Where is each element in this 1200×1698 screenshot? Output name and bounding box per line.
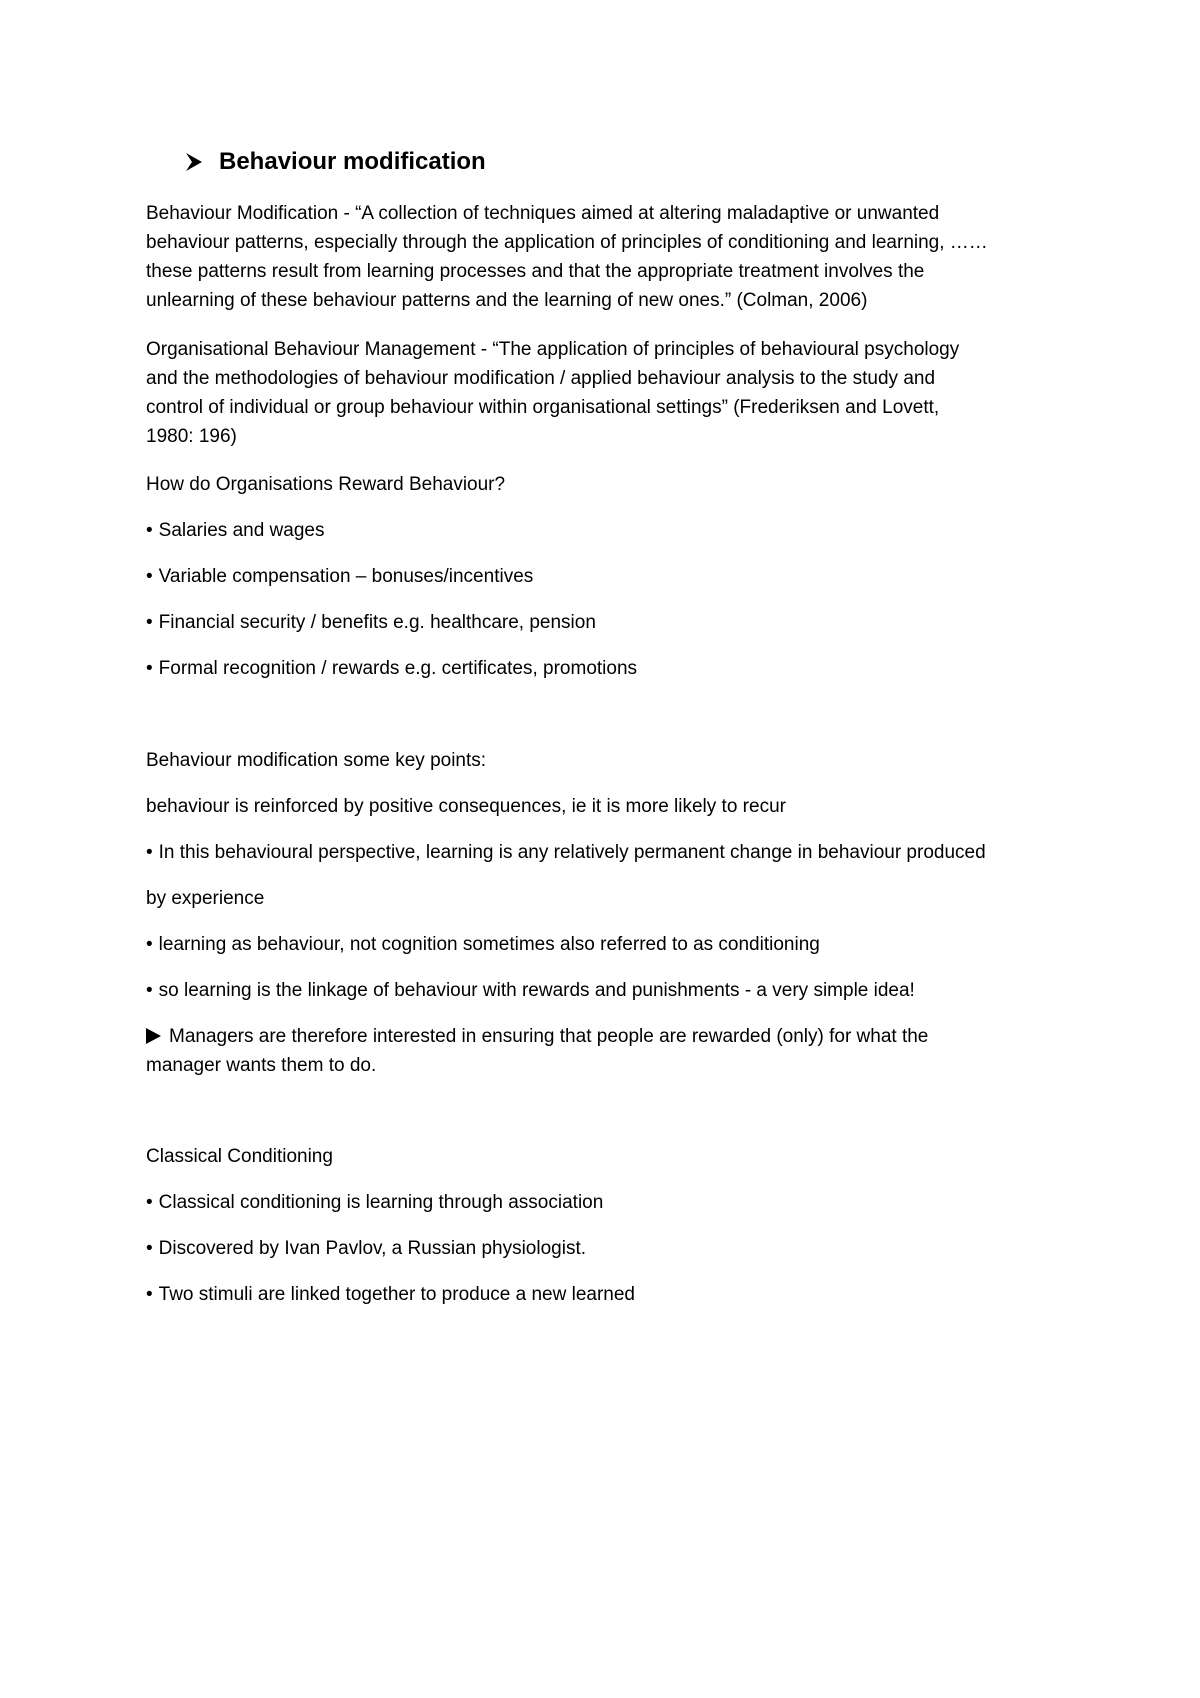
- bullet-icon: •: [146, 842, 153, 863]
- list-item-text: Formal recognition / rewards e.g. certificates, promotions: [158, 658, 638, 679]
- triangle-bullet-icon: [146, 1028, 161, 1044]
- list-item: [146, 1188, 1076, 1217]
- paragraph-line: and the methodologies of behaviour modification / applied behaviour analysis to the study and: [146, 368, 936, 389]
- list-item-text: Variable compensation – bonuses/incentives: [158, 566, 534, 587]
- list-item: [146, 562, 1076, 591]
- list-item: [146, 654, 1076, 683]
- conclusion-line: [146, 1022, 1076, 1051]
- list-item-text: In this behavioural perspective, learning is any relatively permanent change in behaviour produced: [158, 842, 986, 863]
- bullet-icon: •: [146, 1192, 153, 1213]
- list-item: [146, 976, 1076, 1005]
- key-points-intro: behaviour is reinforced by positive consequences, ie it is more likely to recur: [146, 796, 786, 817]
- list-item-text: Salaries and wages: [158, 520, 325, 541]
- list-item-text: Two stimuli are linked together to produce a new learned: [158, 1284, 635, 1305]
- conclusion-text: Managers are therefore interested in ensuring that people are rewarded (only) for what the: [169, 1026, 929, 1047]
- bullet-icon: •: [146, 520, 153, 541]
- list-item: [146, 608, 1076, 637]
- list-item-text: Classical conditioning is learning through association: [158, 1192, 604, 1213]
- list-item: [146, 838, 1076, 867]
- page-title: Behaviour modification: [219, 148, 486, 175]
- bullet-icon: •: [146, 934, 153, 955]
- paragraph-line: 1980: 196): [146, 426, 237, 447]
- list-item-text: Discovered by Ivan Pavlov, a Russian physiologist.: [158, 1238, 587, 1259]
- bullet-icon: •: [146, 980, 153, 1001]
- bullet-icon: •: [146, 1238, 153, 1259]
- paragraph-line: behaviour patterns, especially through the application of principles of conditioning and learning, ……: [146, 232, 988, 253]
- classical-conditioning-title: Classical Conditioning: [146, 1146, 333, 1167]
- paragraph-line: unlearning of these behaviour patterns and the learning of new ones.” (Colman, 2006): [146, 290, 868, 311]
- list-item: [146, 930, 1076, 959]
- paragraph-line: Behaviour Modification - “A collection of techniques aimed at altering maladaptive or unwanted: [146, 203, 940, 224]
- paragraph-line: these patterns result from learning processes and that the appropriate treatment involves the: [146, 261, 925, 282]
- paragraph-line: Organisational Behaviour Management - “The application of principles of behavioural psychology: [146, 339, 960, 360]
- list-item-text: learning as behaviour, not cognition sometimes also referred to as conditioning: [158, 934, 820, 955]
- arrowhead-bullet-icon: [184, 152, 204, 172]
- bullet-icon: •: [146, 658, 153, 679]
- bullet-icon: •: [146, 612, 153, 633]
- list-item: [146, 516, 1076, 545]
- list-item-text: so learning is the linkage of behaviour with rewards and punishments - a very simple idea!: [158, 980, 915, 1001]
- key-points-title: Behaviour modification some key points:: [146, 750, 487, 771]
- paragraph-line: control of individual or group behaviour within organisational settings” (Frederiksen and Lovett,: [146, 397, 940, 418]
- list-item: [146, 1234, 1076, 1263]
- list-item-text: Financial security / benefits e.g. healthcare, pension: [158, 612, 596, 633]
- list-item-continuation: by experience: [146, 888, 265, 909]
- conclusion-line: manager wants them to do.: [146, 1055, 377, 1076]
- bullet-icon: •: [146, 566, 153, 587]
- bullet-icon: •: [146, 1284, 153, 1305]
- rewards-question: How do Organisations Reward Behaviour?: [146, 474, 506, 495]
- list-item: [146, 1280, 1076, 1309]
